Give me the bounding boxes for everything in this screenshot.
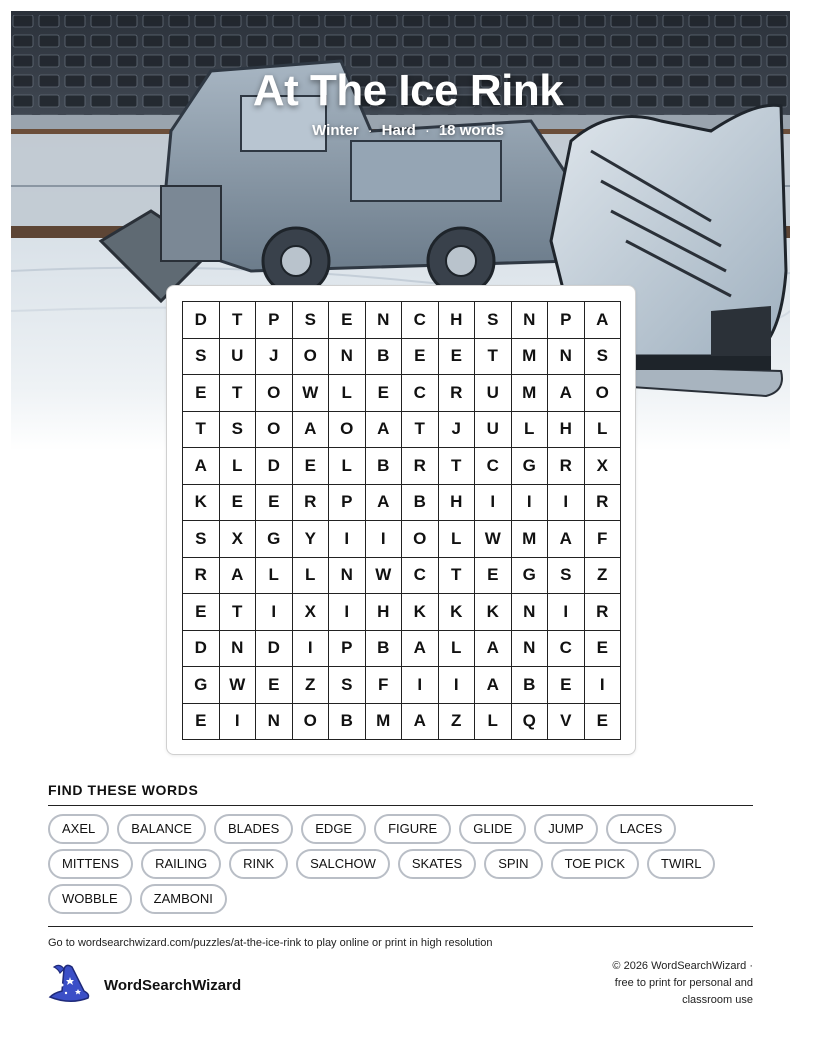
word-chip: TWIRL (647, 849, 715, 879)
grid-cell[interactable]: A (585, 302, 622, 339)
grid-cell[interactable]: E (402, 339, 439, 376)
grid-cell[interactable]: K (402, 594, 439, 631)
grid-cell[interactable]: A (402, 704, 439, 741)
grid-cell[interactable]: L (439, 631, 476, 668)
grid-cell[interactable]: S (293, 302, 330, 339)
grid-cell[interactable]: J (256, 339, 293, 376)
grid-cell[interactable]: O (293, 704, 330, 741)
grid-cell[interactable]: D (256, 631, 293, 668)
license-line: free to print for personal and (614, 977, 753, 989)
grid-cell[interactable]: W (293, 375, 330, 412)
grid-cell[interactable]: N (329, 339, 366, 376)
grid-cell[interactable]: R (548, 448, 585, 485)
grid-cell[interactable]: L (329, 375, 366, 412)
word-chip: FIGURE (374, 814, 451, 844)
grid-cell[interactable]: A (475, 667, 512, 704)
grid-cell[interactable]: A (366, 412, 403, 449)
grid-cell[interactable]: L (439, 521, 476, 558)
grid-cell[interactable]: B (402, 485, 439, 522)
grid-cell[interactable]: K (475, 594, 512, 631)
grid-cell[interactable]: W (220, 667, 257, 704)
copyright-line: © 2026 WordSearchWizard · (612, 960, 753, 972)
grid-cell[interactable]: H (439, 485, 476, 522)
grid-cell[interactable]: L (329, 448, 366, 485)
grid-cell[interactable]: P (329, 485, 366, 522)
grid-cell[interactable]: I (220, 704, 257, 741)
grid-cell[interactable]: E (366, 375, 403, 412)
grid-cell[interactable]: U (475, 412, 512, 449)
grid-cell[interactable]: L (220, 448, 257, 485)
grid-cell[interactable]: N (366, 302, 403, 339)
category-label: Winter (312, 122, 359, 139)
grid-cell[interactable]: C (402, 558, 439, 595)
grid-cell[interactable]: O (329, 412, 366, 449)
grid-cell[interactable]: H (366, 594, 403, 631)
grid-cell[interactable]: O (293, 339, 330, 376)
grid-cell[interactable]: P (548, 302, 585, 339)
grid-cell[interactable]: N (548, 339, 585, 376)
grid-cell[interactable]: O (585, 375, 622, 412)
grid-cell[interactable]: V (548, 704, 585, 741)
word-chip: RAILING (141, 849, 221, 879)
grid-cell[interactable]: N (329, 558, 366, 595)
grid-cell[interactable]: T (183, 412, 220, 449)
grid-cell[interactable]: A (366, 485, 403, 522)
word-list-heading: FIND THESE WORDS (48, 782, 753, 806)
word-chip: GLIDE (459, 814, 526, 844)
grid-cell[interactable]: S (183, 521, 220, 558)
grid-cell[interactable]: S (548, 558, 585, 595)
grid-cell[interactable]: C (402, 302, 439, 339)
word-chip: RINK (229, 849, 288, 879)
grid-cell[interactable]: C (475, 448, 512, 485)
grid-cell[interactable]: T (220, 375, 257, 412)
puzzle-title: At The Ice Rink (252, 66, 564, 115)
grid-cell[interactable]: I (439, 667, 476, 704)
grid-cell[interactable]: U (475, 375, 512, 412)
grid-cell[interactable]: T (439, 558, 476, 595)
word-chip: SKATES (398, 849, 476, 879)
grid-cell[interactable]: X (293, 594, 330, 631)
grid-cell[interactable]: D (183, 302, 220, 339)
grid-cell[interactable]: E (329, 302, 366, 339)
grid-cell[interactable]: M (512, 339, 549, 376)
meta-separator: · (424, 122, 430, 139)
grid-cell[interactable]: C (548, 631, 585, 668)
brand-name[interactable]: WordSearchWizard (104, 977, 242, 994)
grid-cell[interactable]: I (475, 485, 512, 522)
grid-cell[interactable]: E (548, 667, 585, 704)
grid-cell[interactable]: A (293, 412, 330, 449)
grid-cell[interactable]: D (183, 631, 220, 668)
word-chip: TOE PICK (551, 849, 639, 879)
grid-cell[interactable]: S (329, 667, 366, 704)
grid-cell[interactable]: R (293, 485, 330, 522)
grid-cell[interactable]: R (585, 594, 622, 631)
grid-cell[interactable]: S (475, 302, 512, 339)
grid-cell[interactable]: B (366, 631, 403, 668)
grid-cell[interactable]: A (402, 631, 439, 668)
grid-cell[interactable]: C (402, 375, 439, 412)
grid-cell[interactable]: Z (585, 558, 622, 595)
grid-cell[interactable]: N (512, 302, 549, 339)
grid-cell[interactable]: A (548, 375, 585, 412)
grid-cell[interactable]: E (256, 485, 293, 522)
grid-cell[interactable]: L (293, 558, 330, 595)
word-chip: WOBBLE (48, 884, 132, 914)
grid-cell[interactable]: U (220, 339, 257, 376)
word-chip: BLADES (214, 814, 293, 844)
grid-cell[interactable]: I (329, 594, 366, 631)
grid-cell[interactable]: I (512, 485, 549, 522)
grid-cell[interactable]: T (402, 412, 439, 449)
grid-cell[interactable]: R (402, 448, 439, 485)
grid-cell[interactable]: E (183, 594, 220, 631)
grid-cell[interactable]: N (256, 704, 293, 741)
grid-cell[interactable]: R (439, 375, 476, 412)
grid-cell[interactable]: E (183, 375, 220, 412)
wizard-hat-icon (46, 963, 92, 1008)
word-chip: AXEL (48, 814, 109, 844)
grid-cell[interactable]: E (293, 448, 330, 485)
word-count-label: 18 words (438, 122, 504, 139)
grid-cell[interactable]: I (256, 594, 293, 631)
letter-grid[interactable] (182, 301, 621, 740)
grid-cell[interactable]: I (548, 594, 585, 631)
grid-cell[interactable]: E (475, 558, 512, 595)
grid-cell[interactable]: S (585, 339, 622, 376)
grid-cell[interactable]: Y (293, 521, 330, 558)
grid-cell[interactable]: N (512, 631, 549, 668)
word-chip: BALANCE (117, 814, 206, 844)
word-chip: LACES (606, 814, 677, 844)
online-play-note: Go to wordsearchwizard.com/puzzles/at-the-ice-rink to play online or print in high resolution (48, 937, 493, 949)
grid-cell[interactable]: L (256, 558, 293, 595)
grid-cell[interactable]: K (183, 485, 220, 522)
word-chip: JUMP (534, 814, 597, 844)
grid-cell[interactable]: R (585, 485, 622, 522)
puzzle-meta (0, 122, 816, 139)
grid-cell[interactable]: G (512, 558, 549, 595)
grid-cell[interactable]: I (293, 631, 330, 668)
difficulty-label: Hard (381, 122, 416, 139)
grid-cell[interactable]: W (475, 521, 512, 558)
grid-cell[interactable]: X (585, 448, 622, 485)
grid-cell[interactable]: E (256, 667, 293, 704)
grid-cell[interactable]: S (220, 412, 257, 449)
word-chip: SPIN (484, 849, 542, 879)
word-chip: EDGE (301, 814, 366, 844)
grid-cell[interactable]: E (439, 339, 476, 376)
grid-cell[interactable]: Q (512, 704, 549, 741)
grid-cell[interactable]: M (512, 375, 549, 412)
word-chip: SALCHOW (296, 849, 390, 879)
grid-cell[interactable]: J (439, 412, 476, 449)
grid-cell[interactable]: T (475, 339, 512, 376)
grid-cell[interactable]: L (585, 412, 622, 449)
grid-cell[interactable]: I (585, 667, 622, 704)
grid-cell[interactable]: I (548, 485, 585, 522)
word-chip: MITTENS (48, 849, 133, 879)
grid-cell[interactable]: O (256, 412, 293, 449)
grid-cell[interactable]: G (256, 521, 293, 558)
grid-cell[interactable]: L (475, 704, 512, 741)
word-list (48, 814, 758, 914)
grid-cell[interactable]: G (512, 448, 549, 485)
brand[interactable] (46, 963, 241, 1008)
footer-divider (48, 926, 753, 927)
word-chip: ZAMBONI (140, 884, 227, 914)
grid-cell[interactable]: T (220, 594, 257, 631)
license-line: classroom use (682, 994, 753, 1006)
grid-cell[interactable]: O (256, 375, 293, 412)
grid-cell[interactable]: A (548, 521, 585, 558)
grid-cell[interactable]: N (512, 594, 549, 631)
grid-cell[interactable]: E (585, 704, 622, 741)
grid-cell[interactable]: S (183, 339, 220, 376)
grid-cell[interactable]: Z (293, 667, 330, 704)
grid-cell[interactable]: E (183, 704, 220, 741)
grid-cell[interactable]: B (366, 448, 403, 485)
grid-cell[interactable]: B (366, 339, 403, 376)
grid-cell[interactable]: W (366, 558, 403, 595)
grid-cell[interactable]: L (512, 412, 549, 449)
grid-cell[interactable]: B (512, 667, 549, 704)
grid-cell[interactable]: K (439, 594, 476, 631)
grid-cell[interactable]: M (366, 704, 403, 741)
grid-cell[interactable]: D (256, 448, 293, 485)
grid-cell[interactable]: I (402, 667, 439, 704)
grid-cell[interactable]: R (183, 558, 220, 595)
copyright-note (573, 958, 753, 1009)
grid-cell[interactable]: A (475, 631, 512, 668)
grid-cell[interactable]: A (183, 448, 220, 485)
grid-cell[interactable]: Z (439, 704, 476, 741)
grid-cell[interactable]: P (256, 302, 293, 339)
grid-cell[interactable]: F (366, 667, 403, 704)
grid-cell[interactable]: O (402, 521, 439, 558)
meta-separator: · (367, 122, 373, 139)
grid-cell[interactable]: E (220, 485, 257, 522)
grid-cell[interactable]: G (183, 667, 220, 704)
grid-cell[interactable]: I (366, 521, 403, 558)
grid-cell[interactable]: T (220, 302, 257, 339)
grid-cell[interactable]: M (512, 521, 549, 558)
grid-cell[interactable]: T (439, 448, 476, 485)
grid-cell[interactable]: F (585, 521, 622, 558)
grid-cell[interactable]: H (548, 412, 585, 449)
grid-cell[interactable]: P (329, 631, 366, 668)
grid-cell[interactable]: I (329, 521, 366, 558)
grid-cell[interactable]: N (220, 631, 257, 668)
grid-cell[interactable]: E (585, 631, 622, 668)
grid-cell[interactable]: B (329, 704, 366, 741)
grid-card (166, 285, 636, 755)
grid-cell[interactable]: H (439, 302, 476, 339)
grid-cell[interactable]: A (220, 558, 257, 595)
grid-cell[interactable]: X (220, 521, 257, 558)
